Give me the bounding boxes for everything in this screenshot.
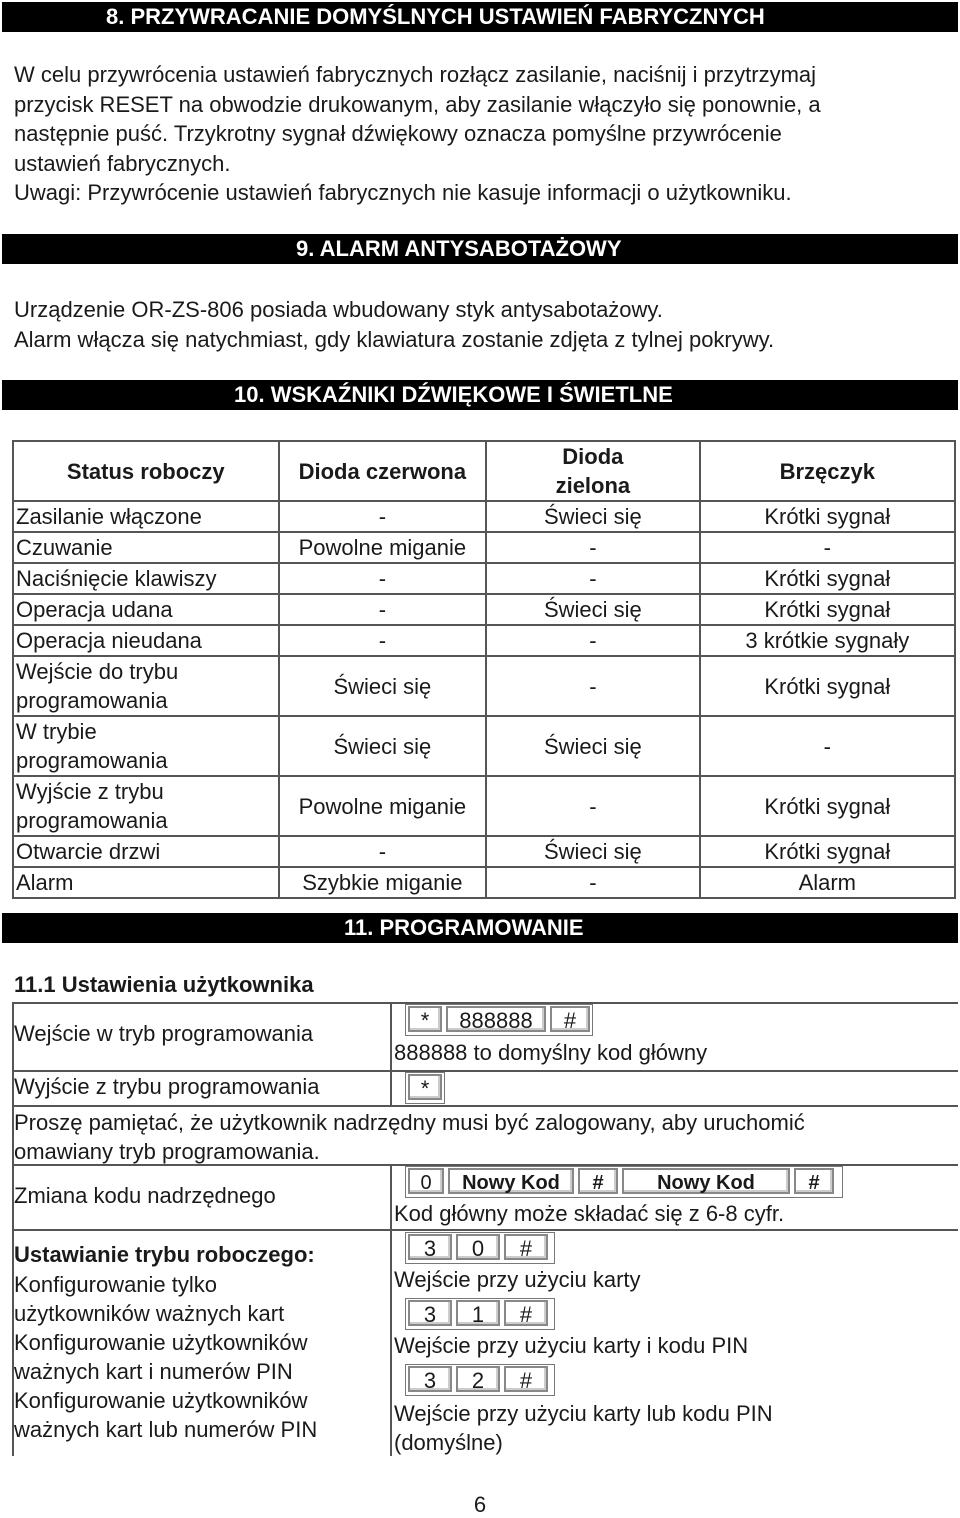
cell-green: - [486, 532, 699, 563]
cell-status: Operacja nieudana [13, 625, 279, 656]
table-row [13, 563, 955, 594]
section-9-title: 9. ALARM ANTYSABOTAŻOWY [296, 236, 622, 261]
cell-status-line1: Wyjście z trybu [16, 779, 164, 804]
text-line: ustawień fabrycznych. [14, 150, 231, 176]
cell-buzzer: - [700, 716, 955, 776]
cell-status [13, 716, 279, 776]
key-star: * [408, 1006, 442, 1032]
section-10-header [2, 380, 958, 410]
cell-red: Powolne miganie [279, 532, 487, 563]
cell-red: Świeci się [279, 656, 487, 716]
section-9-header [2, 234, 958, 264]
mode2-key-sequence [405, 1298, 555, 1330]
cell-buzzer: Krótki sygnał [700, 836, 955, 867]
mode3-key-sequence [405, 1364, 555, 1396]
cell-status: Czuwanie [13, 532, 279, 563]
key-new-code: Nowy Kod [622, 1168, 790, 1194]
text-line: użytkowników ważnych kart [14, 1301, 285, 1326]
mode1-note: Wejście przy użyciu karty [394, 1267, 641, 1292]
section-8-header [2, 2, 958, 32]
key-star: * [408, 1074, 442, 1100]
text-line: W celu przywrócenia ustawień fabrycznych rozłącz zasilanie, naciśnij i przytrzymaj [14, 62, 817, 87]
cell-green: - [486, 625, 699, 656]
mode1-key-sequence [405, 1232, 555, 1264]
key-new-code: Nowy Kod [448, 1168, 574, 1194]
text-line: Wejście przy użyciu karty lub kodu PIN [394, 1401, 773, 1426]
section-8-body [14, 60, 821, 208]
section-11-title: 11. PROGRAMOWANIE [344, 915, 584, 940]
working-mode-title: Ustawianie trybu roboczego: [14, 1242, 315, 1267]
key-zero: 0 [408, 1168, 444, 1194]
key-hash: # [578, 1168, 618, 1194]
cell-status: Operacja udana [13, 594, 279, 625]
text-line: Uwagi: Przywrócenie ustawień fabrycznych nie kasuje informacji o użytkowniku. [14, 180, 792, 205]
cell-status: Otwarcie drzwi [13, 836, 279, 867]
cell-red: - [279, 625, 487, 656]
text-line: omawiany tryb programowania. [14, 1139, 320, 1164]
cell-red: - [279, 594, 487, 625]
cell-buzzer: Krótki sygnał [700, 594, 955, 625]
page-number: 6 [473, 1492, 487, 1517]
cell-buzzer: Krótki sygnał [700, 563, 955, 594]
section-11-header [2, 913, 958, 943]
section-9-body [14, 295, 774, 354]
section-8-title: 8. PRZYWRACANIE DOMYŚLNYCH USTAWIEŃ FABRYCZNYCH [106, 4, 765, 29]
cell-buzzer: Krótki sygnał [700, 656, 955, 716]
section-10-title: 10. WSKAŹNIKI DŹWIĘKOWE I ŚWIETLNE [234, 382, 673, 407]
key-hash: # [504, 1234, 548, 1260]
table-row [13, 501, 955, 532]
cell-status [13, 776, 279, 836]
table-row [13, 836, 955, 867]
cell-green: - [486, 563, 699, 594]
cell-red: - [279, 563, 487, 594]
cell-green: - [486, 656, 699, 716]
key-hash: # [794, 1168, 834, 1194]
header-green-led-line1: Dioda [562, 444, 624, 469]
key-two: 2 [456, 1366, 500, 1392]
header-buzzer: Brzęczyk [700, 441, 955, 501]
cell-status: Alarm [13, 867, 279, 898]
cell-red: Świeci się [279, 716, 487, 776]
grid-divider [390, 1070, 392, 1106]
key-three: 3 [408, 1300, 452, 1326]
mode3-note [394, 1399, 773, 1457]
working-mode-descriptions [14, 1270, 317, 1444]
cell-green: - [486, 776, 699, 836]
table-row [13, 625, 955, 656]
cell-status [13, 656, 279, 716]
cell-green: Świeci się [486, 716, 699, 776]
cell-red: Powolne miganie [279, 776, 487, 836]
table-header-row [13, 441, 955, 501]
key-three: 3 [408, 1366, 452, 1392]
key-zero: 0 [456, 1234, 500, 1260]
cell-green: Świeci się [486, 594, 699, 625]
table-row [13, 532, 955, 563]
table-row [13, 716, 955, 776]
cell-status-line2: programowania [16, 808, 168, 833]
cell-status-line1: Wejście do trybu [16, 659, 179, 684]
text-line: Konfigurowanie tylko [14, 1272, 218, 1297]
header-green-led [486, 441, 699, 501]
key-three: 3 [408, 1234, 452, 1260]
cell-green: - [486, 867, 699, 898]
master-code-note: Kod główny może składać się z 6-8 cyfr. [394, 1201, 785, 1226]
cell-status: Naciśnięcie klawiszy [13, 563, 279, 594]
cell-green: Świeci się [486, 836, 699, 867]
grid-divider [390, 1002, 392, 1070]
grid-row-border [12, 1105, 958, 1107]
exit-programming-label: Wyjście z trybu programowania [14, 1074, 320, 1099]
text-line: Konfigurowanie użytkowników [14, 1388, 308, 1413]
text-line: Proszę pamiętać, że użytkownik nadrzędny musi być zalogowany, aby uruchomić [14, 1110, 805, 1135]
cell-red: - [279, 501, 487, 532]
cell-status-line2: programowania [16, 688, 168, 713]
cell-status: Zasilanie włączone [13, 501, 279, 532]
cell-green: Świeci się [486, 501, 699, 532]
text-line: (domyślne) [394, 1430, 503, 1455]
text-line: następnie puść. Trzykrotny sygnał dźwiękowy oznacza pomyślne przywrócenie [14, 121, 782, 146]
master-key-sequence [405, 1166, 843, 1198]
subsection-title: 11.1 Ustawienia użytkownika [14, 972, 314, 997]
key-hash: # [504, 1300, 548, 1326]
header-status: Status roboczy [13, 441, 279, 501]
cell-buzzer: Krótki sygnał [700, 501, 955, 532]
indicators-table [12, 440, 956, 899]
exit-key-sequence [405, 1072, 445, 1104]
cell-buzzer: Krótki sygnał [700, 776, 955, 836]
cell-buzzer: - [700, 532, 955, 563]
enter-programming-label: Wejście w tryb programowania [14, 1021, 314, 1046]
key-one: 1 [456, 1300, 500, 1326]
cell-buzzer: 3 krótkie sygnały [700, 625, 955, 656]
key-hash: # [550, 1006, 590, 1032]
key-code: 888888 [446, 1006, 546, 1032]
grid-row-border [12, 1070, 958, 1072]
header-green-led-line2: zielona [555, 473, 631, 498]
table-row [13, 776, 955, 836]
grid-divider [390, 1229, 392, 1456]
mode2-note: Wejście przy użyciu karty i kodu PIN [394, 1333, 749, 1358]
cell-red: Szybkie miganie [279, 867, 487, 898]
text-line: Konfigurowanie użytkowników [14, 1330, 308, 1355]
header-red-led: Dioda czerwona [279, 441, 487, 501]
master-code-label: Zmiana kodu nadrzędnego [14, 1183, 276, 1208]
enter-key-sequence [405, 1004, 593, 1036]
text-line: ważnych kart i numerów PIN [14, 1359, 293, 1384]
grid-divider [390, 1164, 392, 1230]
reminder-text [14, 1108, 805, 1166]
table-row [13, 867, 955, 898]
cell-buzzer: Alarm [700, 867, 955, 898]
text-line: Alarm włącza się natychmiast, gdy klawiatura zostanie zdjęta z tylnej pokrywy. [14, 326, 775, 352]
key-hash: # [504, 1366, 548, 1392]
text-line: Urządzenie OR-ZS-806 posiada wbudowany styk antysabotażowy. [14, 297, 663, 322]
enter-note: 888888 to domyślny kod główny [394, 1040, 708, 1065]
table-row [13, 656, 955, 716]
cell-status-line2: programowania [16, 748, 168, 773]
cell-red: - [279, 836, 487, 867]
table-row [13, 594, 955, 625]
grid-row-border [12, 1229, 958, 1231]
cell-status-line1: W trybie [16, 719, 97, 744]
text-line: ważnych kart lub numerów PIN [14, 1417, 318, 1442]
text-line: przycisk RESET na obwodzie drukowanym, aby zasilanie włączyło się ponownie, a [14, 91, 821, 117]
